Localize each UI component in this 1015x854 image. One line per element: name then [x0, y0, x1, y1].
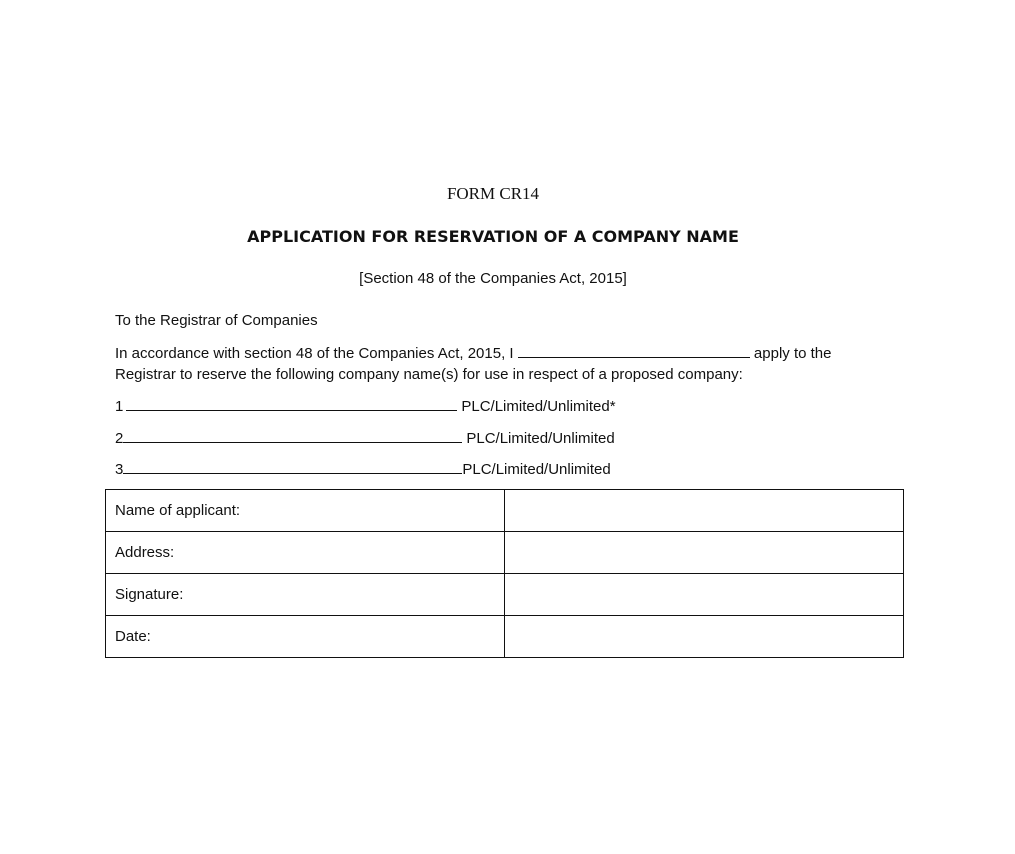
proposed-name-line-2: [115, 428, 615, 449]
paragraph-text-before: In accordance with section 48 of the Companies Act, 2015, I: [115, 345, 514, 362]
table-row: [106, 490, 904, 532]
signature-label: Signature:: [106, 574, 505, 616]
application-paragraph: [115, 343, 875, 385]
table-row: [106, 532, 904, 574]
section-reference: [Section 48 of the Companies Act, 2015]: [359, 270, 627, 287]
proposed-name-line-3: [115, 459, 611, 480]
date-field[interactable]: [505, 616, 904, 658]
proposed-name-blank-3[interactable]: [123, 459, 462, 474]
signature-field[interactable]: [505, 574, 904, 616]
form-heading: APPLICATION FOR RESERVATION OF A COMPANY NAME: [247, 227, 739, 246]
proposed-name-line-1: [115, 396, 616, 417]
table-row: [106, 574, 904, 616]
applicant-name-blank[interactable]: [518, 343, 750, 358]
form-code: FORM CR14: [446, 184, 540, 203]
address-label: Address:: [106, 532, 505, 574]
applicant-name-field[interactable]: [505, 490, 904, 532]
company-type-options: PLC/Limited/Unlimited: [466, 430, 615, 447]
applicant-details-table: [105, 489, 904, 658]
name-number: 3: [115, 461, 124, 478]
name-number: 2: [115, 430, 124, 447]
proposed-name-blank-1[interactable]: [126, 396, 457, 411]
address-field[interactable]: [505, 532, 904, 574]
company-type-options: PLC/Limited/Unlimited: [462, 461, 611, 478]
proposed-name-blank-2[interactable]: [123, 428, 462, 443]
company-type-options: PLC/Limited/Unlimited*: [461, 398, 616, 415]
date-label: Date:: [106, 616, 505, 658]
addressee-line: To the Registrar of Companies: [115, 312, 318, 329]
name-number: 1: [115, 398, 124, 415]
applicant-name-label: Name of applicant:: [106, 490, 505, 532]
paragraph-text-after: apply to the Registrar to reserve the following company name(s) for use in respect of a proposed company:: [115, 345, 832, 383]
table-row: [106, 616, 904, 658]
